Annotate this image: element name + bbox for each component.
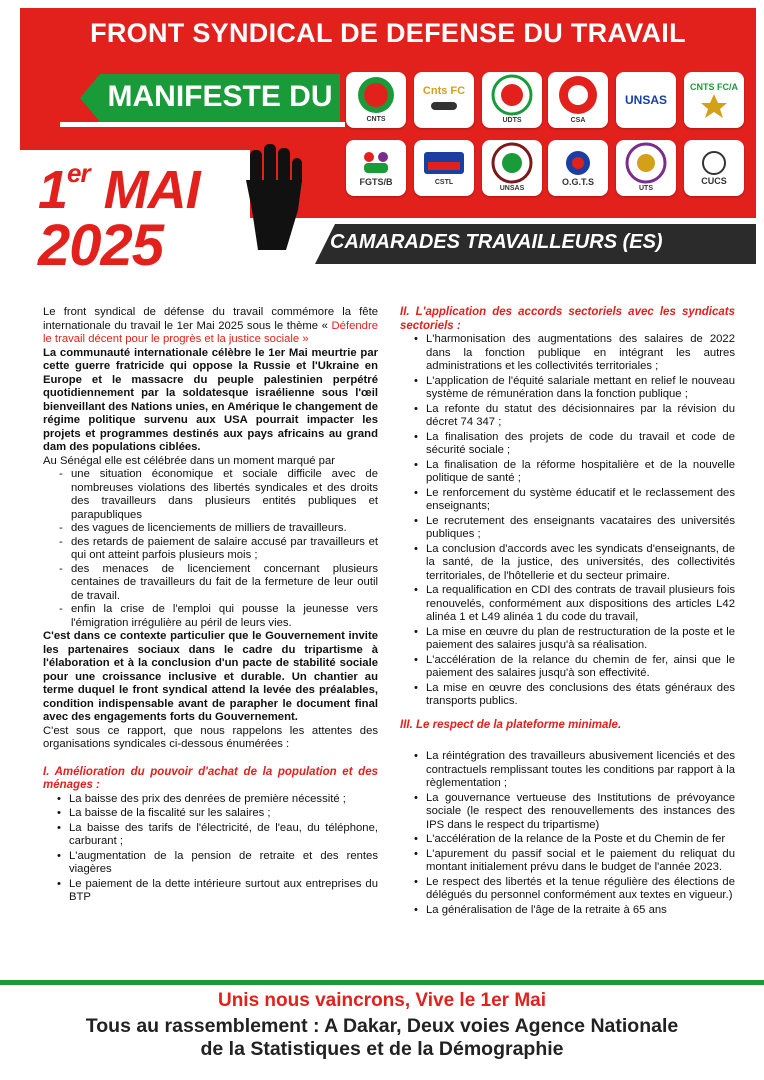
list-item: • La baisse des tarifs de l'électricité, de l'eau, du téléphone, carburant ; [69, 822, 378, 849]
logo-udts: UDTS [482, 72, 542, 128]
uts-logo-icon [625, 142, 667, 184]
footer-rally-line-1: Tous au rassemblement : A Dakar, Deux voies Agence Nationale [85, 1015, 679, 1037]
date-year: 2025 [38, 213, 164, 278]
list-item: - une situation économique et sociale difficile avec de nombreuses violations des libertés syndicales et des droits des travailleurs dans plusieurs entités publiques et parapubliques [71, 468, 378, 522]
logo-unsas-2: UNSAS [482, 140, 542, 196]
list-item: • Le recrutement des enseignants vacataires des universités publiques ; [426, 515, 735, 542]
list-item: • La réintégration des travailleurs abusivement licenciés et des contractuels remplissant toutes les conditions par rapport à la règlementation ; [426, 750, 735, 791]
paragraph-international: La communauté internationale célèbre le 1er Mai meurtrie par cette guerre fratricide qui oppose la Russie et l'Ukraine en Europe et le massacre du peuple palestinien perpétré quotidiennement par la soldatesque israélienne sous l'œil bienveillant des Nations unies, en Amérique le changement de régime politique survenu aux USA pourrait impacter les projets et programmes destinés aux pays africains au grand dam des populations ciblées. [43, 346, 378, 453]
manifeste-underline [60, 122, 345, 127]
list-item: - enfin la crise de l'emploi qui pousse la jeunesse vers l'émigration irrégulière au péril de leurs vies. [71, 603, 378, 630]
list-item: • L'accélération de la relance de la Poste et du Chemin de fer [426, 833, 735, 847]
logo-uts: UTS [616, 140, 676, 196]
left-column [43, 306, 378, 906]
list-item: • L'augmentation de la pension de retraite et des rentes viagères [69, 850, 378, 877]
footer-divider [0, 980, 764, 985]
star-icon [699, 92, 729, 118]
section-1-list [43, 793, 378, 905]
list-item: • La mise en œuvre des conclusions des états généraux des transports publics. [426, 682, 735, 709]
list-item: • Le renforcement du système éducatif et le reclassement des enseignants; [426, 487, 735, 514]
raised-fist-icon [238, 140, 308, 250]
cnts-logo-icon [356, 75, 396, 115]
list-item: • La généralisation de l'âge de la retraite à 65 ans [426, 904, 735, 918]
udts-logo-icon [491, 74, 533, 116]
paragraph-senegal: Au Sénégal elle est célébrée dans un moment marqué par [43, 454, 336, 467]
logo-cucs: CUCS [684, 140, 744, 196]
logo-ogts: O.G.T.S [548, 140, 608, 196]
logo-unsas: UNSAS [616, 72, 676, 128]
list-item: • L'harmonisation des augmentations des salaires de 2022 dans la fonction publique en intégrant les autres administrations et les collectivités territoriales ; [426, 333, 735, 374]
hands-icon [699, 150, 729, 176]
list-item: • La baisse des prix des denrées de première nécessité ; [69, 793, 378, 807]
list-item: • La finalisation des projets de code du travail et code de sécurité sociale ; [426, 431, 735, 458]
footer-rally [0, 1015, 764, 1061]
list-item: • Le paiement de la dette intérieure surtout aux entreprises du BTP [69, 878, 378, 905]
list-item: • Le respect des libertés et la tenue régulière des élections de délégués du personnel conformément aux textes en vigueur.) [426, 876, 735, 903]
csa-logo-icon [557, 74, 599, 116]
handshake-icon [429, 96, 459, 114]
footer-slogan: Unis nous vaincrons, Vive le 1er Mai [217, 990, 547, 1011]
subtitle: CAMARADES TRAVAILLEURS (ES) [330, 231, 663, 253]
logo-cnts: CNTS [346, 72, 406, 128]
section-1-title: I. Amélioration du pouvoir d'achat de la population et des ménages : [43, 765, 378, 791]
list-item: - des retards de paiement de salaire accusé par travailleurs et qui ont atteint parfois plusieurs mois ; [71, 536, 378, 563]
logo-cnts-fca: CNTS FC/A [684, 72, 744, 128]
ogts-logo-icon [560, 149, 596, 177]
intro-paragraph: Le front syndical de défense du travail commémore la fête internationale du travail le 1er Mai 2025 sous le thème « Défendre le travail décent pour le progrès et la justice sociale » [43, 306, 378, 345]
section-3-list [400, 750, 735, 917]
list-item: • La finalisation de la réforme hospitalière et de la nouvelle politique de santé ; [426, 459, 735, 486]
date-day-month: 1er MAI [38, 158, 200, 220]
page-title: FRONT SYNDICAL DE DEFENSE DU TRAVAIL [90, 18, 686, 48]
list-item: • La gouvernance vertueuse des Institutions de prévoyance sociale (le respect des renouvellements des instances des IPS dans le respect du tripartisme) [426, 792, 735, 833]
right-column [400, 306, 735, 918]
logo-fgtsb: FGTS/B [346, 140, 406, 196]
context-list [43, 468, 378, 630]
paragraph-rapport: C'est sous ce rapport, que nous rappelons les attentes des organisations syndicales ci-dessous énumérées : [43, 724, 378, 750]
unsas-seal-icon [491, 142, 533, 184]
logo-csa: CSA [548, 72, 608, 128]
section-2-list [400, 333, 735, 709]
list-item: • La requalification en CDI des contrats de travail plusieurs fois renouvelés, conformément aux dispositions des articles L42 alinéa 1 et L49 alinéa 1 du code du travail, [426, 584, 735, 625]
list-item: - des vagues de licenciements de milliers de travailleurs. [71, 522, 378, 536]
paragraph-context: C'est dans ce contexte particulier que le Gouvernement invite les partenaires sociaux dans le cadre du tripartisme à l'élaboration et à la conclusion d'un pacte de stabilité sociale pour une croissance inclusive et durable. Un chantier au terme duquel le front syndical attend la levée des préalables, condition indispensable avant de parapher le document final avec des engagements forts du Gouvernement. [43, 630, 378, 723]
list-item: • La conclusion d'accords avec les syndicats d'enseignants, de la santé, de la justice, des universités, des collectivités territoriales, de l'hôtellerie et du secteur primaire. [426, 543, 735, 584]
section-2-title: II. L'application des accords sectoriels avec les syndicats sectoriels : [400, 306, 735, 332]
section-3-title: III. Le respect de la plateforme minimale. [400, 718, 622, 731]
theme-text: Défendre le travail décent pour le progrès et la justice sociale » [43, 319, 378, 345]
cstl-logo-icon [422, 148, 466, 178]
footer-rally-line-2: de la Statistiques et de la Démographie [200, 1038, 564, 1060]
list-item: • L'application de l'équité salariale mettant en relief le nouveau système de rémunération dans la fonction publique ; [426, 375, 735, 402]
logo-cnts-fc: Cnts FC [414, 72, 474, 128]
list-item: • L'accélération de la relance du chemin de fer, ainsi que le paiement des salaires jusqu'à son effectivité. [426, 654, 735, 681]
logo-cstl: CSTL [414, 140, 474, 196]
union-logos [342, 70, 752, 210]
list-item: • La mise en œuvre du plan de restructuration de la poste et le paiement des salaires jusqu'à sa réalisation. [426, 626, 735, 653]
manifeste-label: MANIFESTE DU [107, 80, 333, 113]
people-icon [359, 149, 393, 177]
list-item: • L'apurement du passif social et le paiement du reliquat du montant initialement prévu dans le budget de l'année 2023. [426, 848, 735, 875]
list-item: - des menaces de licenciement concernant plusieurs centaines de travailleurs du fait de la fermeture de leur outil de travail. [71, 563, 378, 604]
list-item: • La baisse de la fiscalité sur les salaires ; [69, 807, 378, 821]
header [0, 0, 764, 300]
list-item: • La refonte du statut des décisionnaires par la révision du décret 74 347 ; [426, 403, 735, 430]
